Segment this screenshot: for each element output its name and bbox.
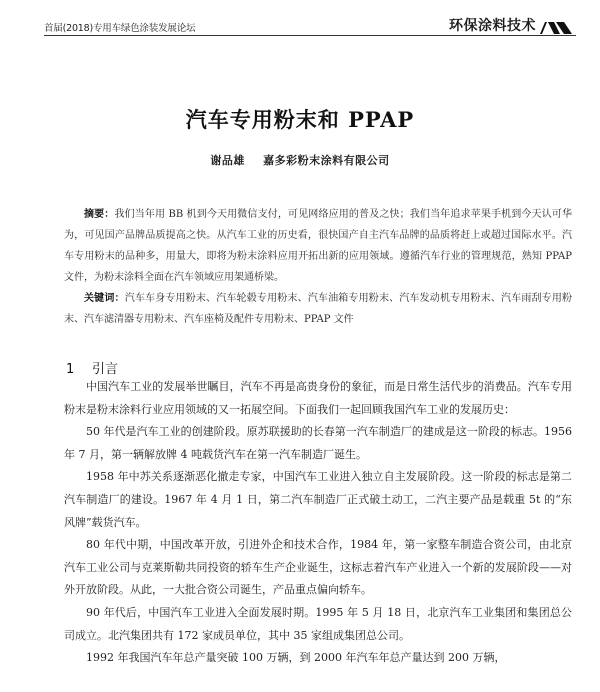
section-heading (66, 358, 118, 377)
conference-name: 首届(2018)专用车绿色涂装发展论坛 (44, 23, 196, 34)
body-paragraph: 1992 年我国汽车年总产量突破 100 万辆，到 2000 年汽车年总产量达到 200 万辆， (86, 651, 506, 665)
slanted-stripes-logo-icon (538, 20, 576, 34)
body-paragraph: 80 年代中期，中国改革开放，引进外企和技术合作，1984 年，第一家整车制造合资公司，由北京汽车工业公司与克莱斯勒共同投资的轿车生产企业诞生，这标志着汽车产业进入一个新的发展阶段——对外开放阶段。从此，一大批合资公司诞生，产品重点偏向轿车。 (64, 538, 572, 597)
body-paragraph: 中国汽车工业的发展举世瞩目，汽车不再是高贵身份的象征，而是日常生活代步的消费品。汽车专用粉末是粉末涂料行业应用领域的又一拓展空间。下面我们一起回顾我国汽车工业的发展历史： (64, 380, 572, 416)
abstract-paragraph (64, 204, 572, 288)
header-divider (44, 35, 576, 36)
keywords-text: 汽车车身专用粉末、汽车轮毂专用粉末、汽车油箱专用粉末、汽车发动机专用粉末、汽车雨刮专用粉末、汽车滤清器专用粉末、汽车座椅及配件专用粉末、PPAP 文件 (64, 293, 573, 325)
body-paragraph: 1958 年中苏关系逐渐恶化撤走专家，中国汽车工业进入独立自主发展阶段。这一阶段的标志是第二汽车制造厂的建设。1967 年 4 月 1 日，第二汽车制造厂正式破土动工，二汽主要产品是载重 5t 的“东风牌”载货汽车。 (64, 470, 572, 529)
byline (0, 152, 600, 168)
keywords-label: 关键词： (84, 293, 125, 304)
section-title: 引言 (92, 362, 119, 377)
article-title: 汽车专用粉末和 PPAP (185, 107, 415, 132)
abstract-label: 摘要： (84, 209, 115, 220)
section-number: 1 (66, 362, 75, 377)
running-header (44, 14, 576, 36)
journal-name: 环保涂料技术 (449, 18, 536, 34)
body-paragraph: 90 年代后，中国汽车工业进入全面发展时期。1995 年 5 月 18 日，北京汽车工业集团和集团总公司成立。北汽集团共有 172 家成员单位，其中 35 家组成集团总公司。 (64, 605, 572, 642)
abstract-text: 我们当年用 BB 机到今天用微信支付，可见网络应用的普及之快；我们当年追求苹果手机到今天认可华为，可见国产品牌品质提高之快。从汽车工业的历史看，很快国产自主汽车品牌的品质将赶上或超过国际水平。汽车专用粉末的品种多，用量大，即将为粉末涂料应用开拓出新的应用领域。遵循汽车行业的管理规范，熟知 PPAP 文件，为粉末涂料全面在汽车领域应用架通桥梁。 (64, 209, 573, 283)
affiliation: 嘉多彩粉末涂料有限公司 (263, 154, 390, 167)
abstract-block (64, 204, 572, 330)
body-paragraph: 50 年代是汽车工业的创建阶段。原苏联援助的长春第一汽车制造厂的建成是这一阶段的标志。1956 年 7 月，第一辆解放牌 4 吨载货汽车在第一汽车制造厂诞生。 (64, 425, 572, 461)
keywords-paragraph (64, 288, 572, 330)
body-text (64, 376, 572, 670)
author-name: 谢品雄 (210, 154, 245, 167)
